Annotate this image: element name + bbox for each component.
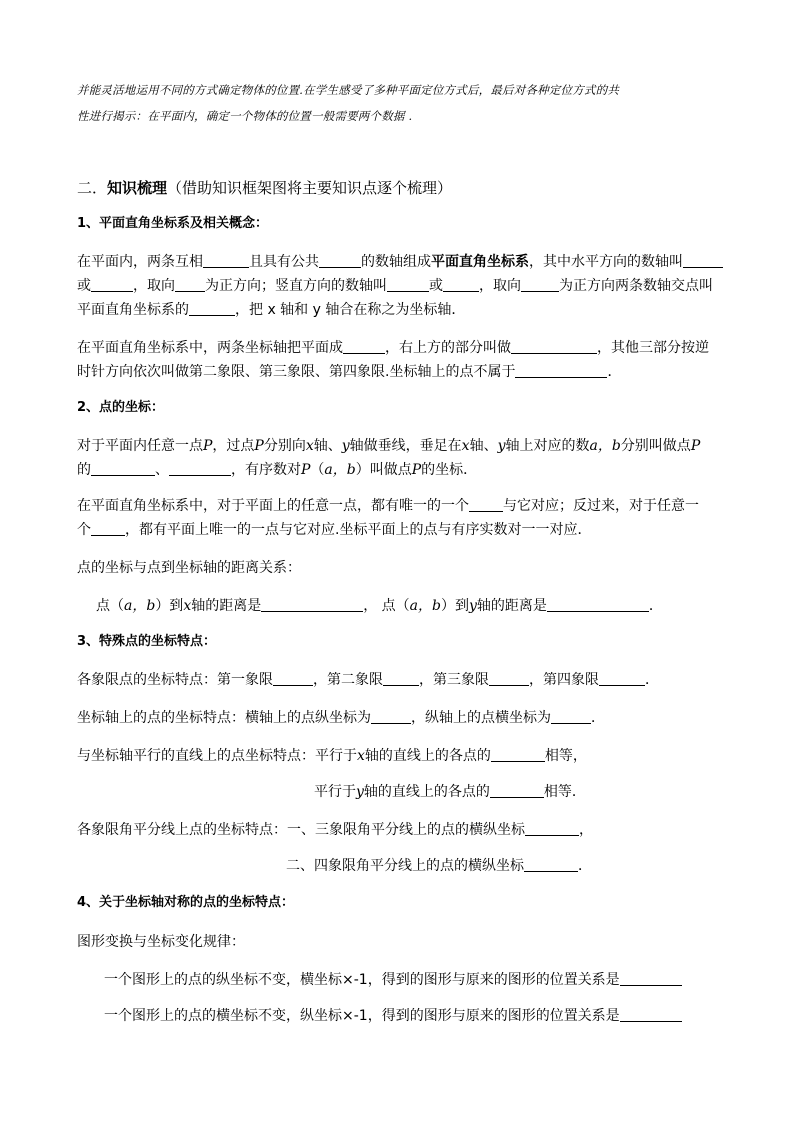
fill-blank[interactable] bbox=[387, 277, 429, 292]
fill-blank[interactable] bbox=[525, 821, 579, 836]
paragraph-11: 各象限角平分线上点的坐标特点：一、三象限角平分线上的点的横纵坐标 ， bbox=[77, 822, 593, 838]
fill-blank[interactable] bbox=[620, 1007, 682, 1022]
paragraph-2-line-1: 在平面直角坐标系中，两条坐标轴把平面成 ，右上方的部分叫做 ，其他三部分按逆 bbox=[77, 340, 709, 356]
fill-blank[interactable] bbox=[491, 747, 545, 762]
intro-line-1: 并能灵活地运用不同的方式确定物体的位置.在学生感受了多种平面定位方式后，最后对各种定位方式的共 bbox=[77, 83, 620, 97]
fill-blank[interactable] bbox=[551, 709, 591, 724]
paragraph-5: 点的坐标与点到坐标轴的距离关系： bbox=[77, 560, 301, 576]
paragraph-3-line-1: 对于平面内任意一点P，过点P分别向x轴、y轴做垂线，垂足在x轴、y轴上对应的数a，b分别叫做点P bbox=[77, 438, 701, 454]
paragraph-3-line-2: 的 、 ，有序数对P（a，b）叫做点P的坐标． bbox=[77, 462, 478, 478]
paragraph-9: 与坐标轴平行的直线上的点坐标特点：平行于x轴的直线上的各点的 相等， bbox=[77, 748, 587, 764]
paragraph-1-line-2: 或 ，取向 为正方向；竖直方向的数轴叫 或 ，取向 为正方向两条数轴交点叫 bbox=[77, 278, 713, 294]
paragraph-2-line-2: 时针方向依次叫做第二象限、第三象限、第四象限.坐标轴上的点不属于 ． bbox=[77, 364, 622, 380]
paragraph-12: 二、四象限角平分线上的点的横纵坐标 ． bbox=[286, 858, 592, 874]
section-title-bold: 知识梳理 bbox=[107, 179, 168, 197]
heading-2: 2、点的坐标： bbox=[77, 400, 165, 415]
heading-3: 3、特殊点的坐标特点： bbox=[77, 634, 217, 649]
fill-blank[interactable] bbox=[203, 253, 249, 268]
fill-blank[interactable] bbox=[343, 339, 385, 354]
fill-blank[interactable] bbox=[169, 461, 231, 476]
paragraph-13: 图形变换与坐标变化规律： bbox=[77, 934, 245, 950]
heading-1: 1、平面直角坐标系及相关概念： bbox=[77, 216, 269, 231]
fill-blank[interactable] bbox=[490, 783, 544, 798]
paragraph-15: 一个图形上的点的横坐标不变，纵坐标×-1，得到的图形与原来的图形的位置关系是 bbox=[104, 1006, 682, 1026]
fill-blank[interactable] bbox=[319, 253, 361, 268]
fill-blank[interactable] bbox=[189, 301, 235, 316]
heading-4: 4、关于坐标轴对称的点的坐标特点： bbox=[77, 895, 295, 910]
fill-blank[interactable] bbox=[469, 497, 503, 512]
fill-blank[interactable] bbox=[371, 709, 411, 724]
section-note: （借助知识框架图将主要知识点逐个梳理） bbox=[167, 179, 453, 197]
paragraph-10: 平行于y轴的直线上的各点的 相等． bbox=[314, 784, 586, 800]
fill-blank[interactable] bbox=[547, 597, 649, 612]
paragraph-14: 一个图形上的点的纵坐标不变，横坐标×-1，得到的图形与原来的图形的位置关系是 bbox=[104, 970, 682, 990]
fill-blank[interactable] bbox=[599, 671, 645, 686]
fill-blank[interactable] bbox=[620, 971, 682, 986]
fill-blank[interactable] bbox=[489, 671, 529, 686]
fill-blank[interactable] bbox=[511, 339, 597, 354]
fill-blank[interactable] bbox=[683, 253, 723, 268]
section-title: 二．知识梳理（借助知识框架图将主要知识点逐个梳理） bbox=[77, 179, 453, 197]
fill-blank[interactable] bbox=[175, 277, 205, 292]
fill-blank[interactable] bbox=[521, 277, 559, 292]
fill-blank[interactable] bbox=[91, 461, 155, 476]
paragraph-4-line-2: 个 ，都有平面上唯一的一点与它对应.坐标平面上的点与有序实数对一一对应． bbox=[77, 522, 592, 538]
paragraph-7: 各象限点的坐标特点：第一象限 ，第二象限 ，第三象限 ，第四象限 ． bbox=[77, 672, 659, 688]
intro-line-2: 性进行揭示：在平面内，确定一个物体的位置一般需要两个数据 . bbox=[77, 109, 413, 123]
paragraph-6: 点（a，b）到x轴的距离是 ， 点（a，b）到y轴的距离是 ． bbox=[96, 598, 663, 614]
fill-blank[interactable] bbox=[515, 363, 607, 378]
fill-blank[interactable] bbox=[443, 277, 479, 292]
fill-blank[interactable] bbox=[91, 521, 125, 536]
fill-blank[interactable] bbox=[524, 857, 578, 872]
fill-blank[interactable] bbox=[273, 671, 313, 686]
fill-blank[interactable] bbox=[261, 597, 363, 612]
paragraph-1-line-1: 在平面内，两条互相 且具有公共 的数轴组成平面直角坐标系，其中水平方向的数轴叫 bbox=[77, 252, 723, 272]
paragraph-4-line-1: 在平面直角坐标系中，对于平面上的任意一点，都有唯一的一个 与它对应；反过来，对于任意一 bbox=[77, 498, 699, 514]
fill-blank[interactable] bbox=[91, 277, 133, 292]
fill-blank[interactable] bbox=[383, 671, 419, 686]
paragraph-8: 坐标轴上的点的坐标特点：横轴上的点纵坐标为 ，纵轴上的点横坐标为 ． bbox=[77, 710, 605, 726]
paragraph-1-line-3: 平面直角坐标系的 ，把 x 轴和 y 轴合在称之为坐标轴． bbox=[77, 302, 466, 318]
